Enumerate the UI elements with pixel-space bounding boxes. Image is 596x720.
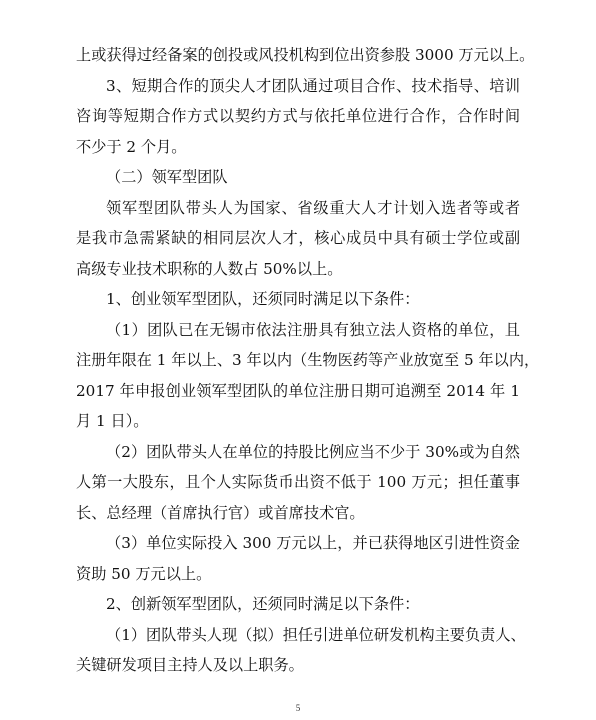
text-line: 长、总经理（首席执行官）或首席技术官。 (76, 503, 365, 522)
text-line: 不少于 2 个月。 (76, 137, 187, 156)
body-text (76, 40, 540, 681)
subsection-heading: 2、创新领军型团队，还须同时满足以下条件： (106, 595, 420, 613)
text-line: 高级专业技术职称的人数占 50%以上。 (76, 259, 343, 278)
section-heading: （二）领军型团队 (106, 168, 228, 186)
text-line: 是我市急需紧缺的相同层次人才，核心成员中具有硕士学位或副 (76, 229, 520, 247)
text-line: （1）团队已在无锡市依法注册具有独立法人资格的单位，且 (106, 320, 520, 339)
text-line: 人第一大股东，且个人实际货币出资不低于 100 万元；担任董事 (76, 473, 520, 491)
text-line: 资助 50 万元以上。 (76, 564, 212, 583)
text-line: 上或获得过经备案的创投或风投机构到位出资参股 3000 万元以上。 (76, 46, 535, 64)
text-line: （3）单位实际投入 300 万元以上，并已获得地区引进性资金 (106, 534, 520, 552)
text-line: （2）团队带头人在单位的持股比例应当不少于 30%或为自然 (106, 442, 520, 461)
text-line: 领军型团队带头人为国家、省级重大人才计划入选者等或者 (106, 198, 520, 217)
text-line: 关键研发项目主持人及以上职务。 (76, 656, 304, 674)
text-line: 咨询等短期合作方式以契约方式与依托单位进行合作，合作时间 (76, 107, 520, 125)
page-number: 5 (295, 703, 301, 713)
text-line: 注册年限在 1 年以上、3 年以内（生物医药等产业放宽至 5 年以内， (76, 351, 540, 369)
text-line: （1）团队带头人现（拟）担任引进单位研发机构主要负责人、 (106, 625, 526, 644)
text-line: 3、短期合作的顶尖人才团队通过项目合作、技术指导、培训 (106, 76, 520, 95)
subsection-heading: 1、创业领军型团队，还须同时满足以下条件： (106, 290, 420, 308)
text-line: 2017 年申报创业领军型团队的单位注册日期可追溯至 2014 年 1 (76, 381, 520, 400)
text-line: 月 1 日）。 (76, 412, 149, 430)
